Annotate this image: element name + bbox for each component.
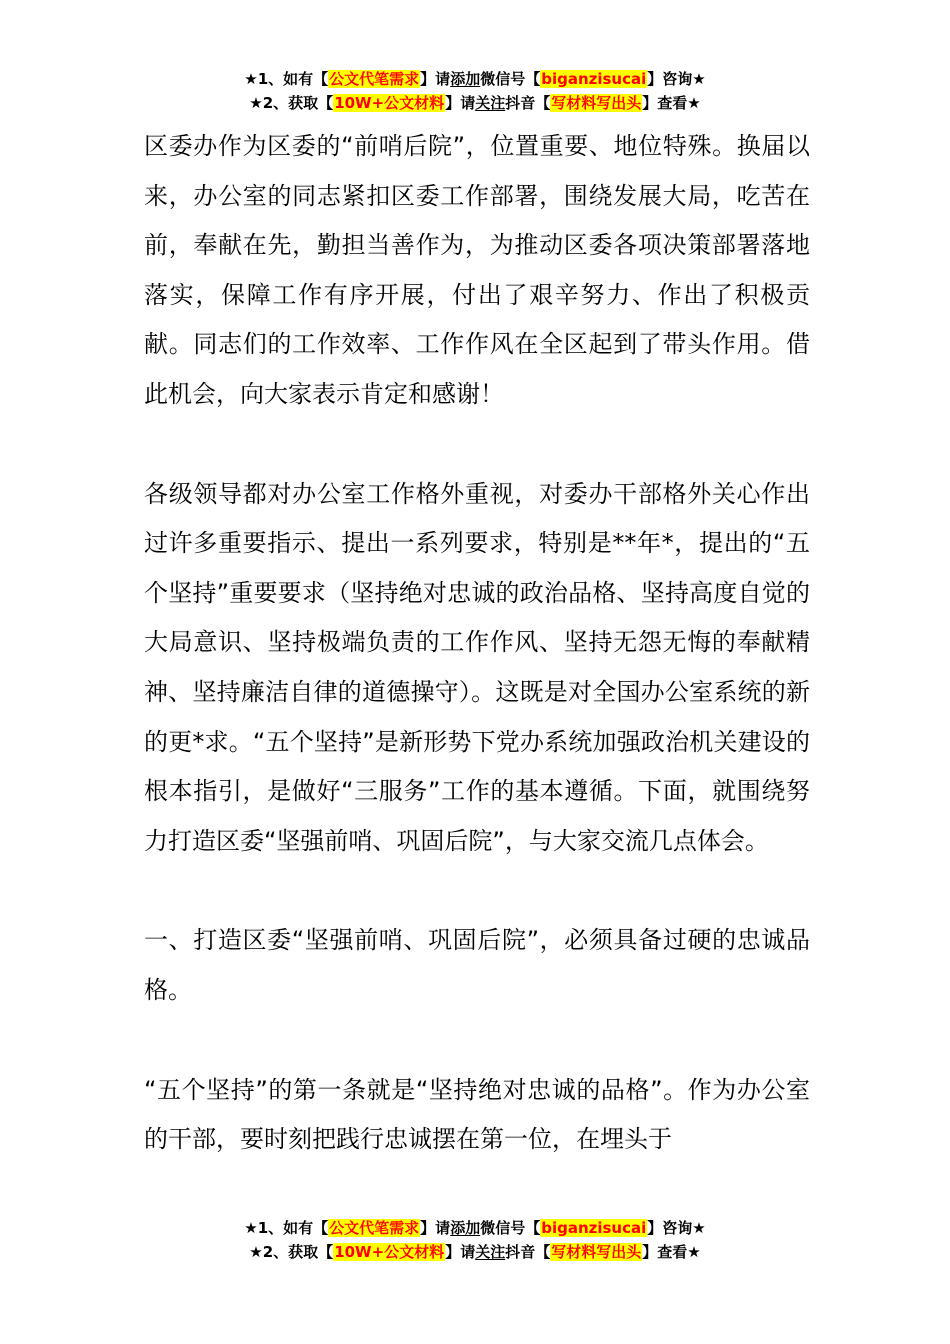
- banner-line-1: ★1、如有【公文代笔需求】请添加微信号【biganzisucai】咨询★: [244, 70, 706, 88]
- paragraph-five-persistences: 各级领导都对办公室工作格外重视，对委办干部格外关心作出过许多重要指示、提出一系列要求，特别是**年*，提出的“五个坚持”重要要求（坚持绝对忠诚的政治品格、坚持高度自觉的大局意识、坚持极端负责的工作作风、坚持无怨无悔的奉献精神、坚持廉洁自律的道德操守）。这既是对全国办公室系统的新的更*求。“五个坚持”是新形势下党办系统加强政治机关建设的根本指引，是做好“三服务”工作的基本遵循。下面，就围绕努力打造区委“坚强前哨、巩固后院”，与大家交流几点体会。: [144, 479, 810, 855]
- header-banner: [0, 68, 950, 116]
- banner-highlight-wechat: biganzisucai: [541, 70, 647, 88]
- banner-highlight-wechat: biganzisucai: [541, 1219, 647, 1237]
- section-heading-1: 一、打造区委“坚强前哨、巩固后院”，必须具备过硬的忠诚品格。: [144, 926, 810, 1004]
- paragraph-loyalty: “五个坚持”的第一条就是“坚持绝对忠诚的品格”。作为办公室的干部，要时刻把践行忠诚摆在第一位，在埋头于: [144, 1075, 810, 1154]
- banner-line-2: ★2、获取【10W+公文材料】请关注抖音【写材料写出头】查看★: [249, 94, 701, 112]
- banner-highlight-douyin: 写材料写出头: [551, 94, 642, 112]
- banner-line-2: ★2、获取【10W+公文材料】请关注抖音【写材料写出头】查看★: [249, 1243, 701, 1261]
- banner-highlight-service: 公文代笔需求: [329, 70, 420, 88]
- banner-highlight-service: 公文代笔需求: [329, 1219, 420, 1237]
- banner-highlight-materials: 10W+公文材料: [334, 1243, 445, 1261]
- banner-line-1: ★1、如有【公文代笔需求】请添加微信号【biganzisucai】咨询★: [244, 1219, 706, 1237]
- banner-highlight-materials: 10W+公文材料: [334, 94, 445, 112]
- banner-highlight-douyin: 写材料写出头: [551, 1243, 642, 1261]
- document-body: [144, 122, 810, 1165]
- paragraph-intro: 区委办作为区委的“前哨后院”，位置重要、地位特殊。换届以来，办公室的同志紧扣区委工作部署，围绕发展大局，吃苦在前，奉献在先，勤担当善作为，为推动区委各项决策部署落地落实，保障工作有序开展，付出了艰辛努力、作出了积极贡献。同志们的工作效率、工作作风在全区起到了带头作用。借此机会，向大家表示肯定和感谢！: [144, 132, 810, 408]
- footer-banner: [0, 1217, 950, 1265]
